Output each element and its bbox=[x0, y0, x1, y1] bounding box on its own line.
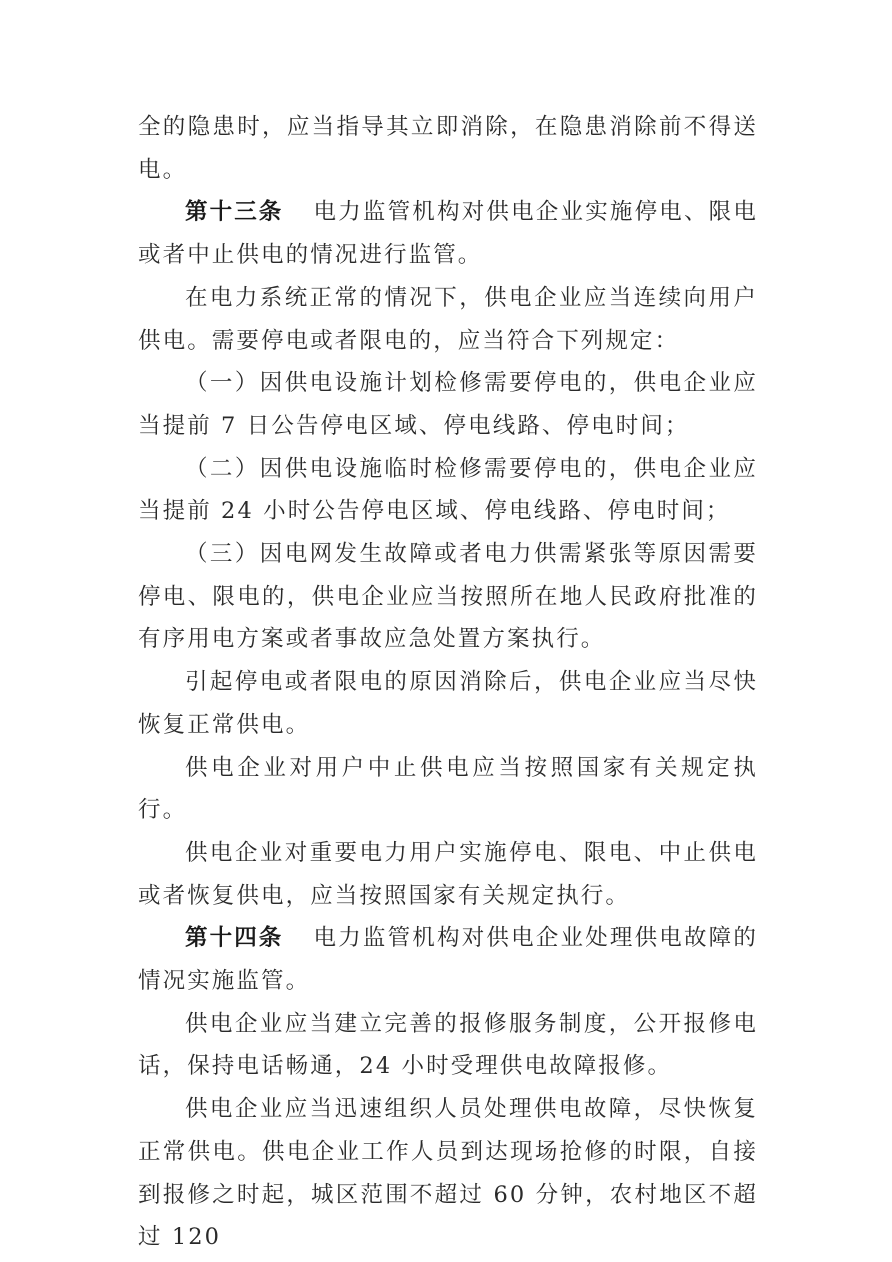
list-item-2 bbox=[138, 448, 758, 533]
paragraph bbox=[138, 277, 758, 362]
paragraph-text: 供电企业对重要电力用户实施停电、限电、中止供电或者恢复供电，应当按照国家有关规定执行。 bbox=[138, 839, 758, 909]
paragraph bbox=[138, 1003, 758, 1088]
article-number: 第十四条 bbox=[185, 925, 284, 952]
paragraph-text: 在电力系统正常的情况下，供电企业应当连续向用户供电。需要停电或者限电的，应当符合下列规定： bbox=[138, 284, 758, 354]
article-number: 第十三条 bbox=[185, 199, 284, 226]
list-item-3 bbox=[138, 533, 758, 661]
paragraph-text: （一）因供电设施计划检修需要停电的，供电企业应当提前 7 日公告停电区域、停电线路、停电时间； bbox=[138, 370, 758, 439]
list-item-1 bbox=[138, 362, 758, 447]
paragraph-text: 电力监管机构对供电企业实施停电、限电或者中止供电的情况进行监管。 bbox=[138, 199, 758, 269]
paragraph bbox=[138, 1088, 758, 1259]
paragraph-text: 全的隐患时，应当指导其立即消除，在隐患消除前不得送电。 bbox=[138, 114, 758, 183]
article-14-heading-paragraph bbox=[138, 917, 758, 1002]
paragraph-text: （三）因电网发生故障或者电力供需紧张等原因需要停电、限电的，供电企业应当按照所在地人民政府批准的有序用电方案或者事故应急处置方案执行。 bbox=[138, 541, 758, 653]
paragraph bbox=[138, 661, 758, 746]
paragraph-text: 引起停电或者限电的原因消除后，供电企业应当尽快恢复正常供电。 bbox=[138, 669, 758, 738]
paragraph bbox=[138, 832, 758, 917]
article-13-heading-paragraph bbox=[138, 191, 758, 276]
paragraph bbox=[138, 747, 758, 832]
paragraph-text: 供电企业对用户中止供电应当按照国家有关规定执行。 bbox=[138, 754, 758, 824]
paragraph-text: 供电企业应当迅速组织人员处理供电故障，尽快恢复正常供电。供电企业工作人员到达现场抢修的时限，自接到报修之时起，城区范围不超过 60 分钟，农村地区不超过 120 bbox=[138, 1096, 758, 1251]
paragraph-text: 电力监管机构对供电企业处理供电故障的情况实施监管。 bbox=[138, 925, 758, 995]
paragraph-text: （二）因供电设施临时检修需要停电的，供电企业应当提前 24 小时公告停电区域、停电线路、停电时间； bbox=[138, 455, 758, 525]
paragraph-text: 供电企业应当建立完善的报修服务制度，公开报修电话，保持电话畅通，24 小时受理供电故障报修。 bbox=[138, 1010, 758, 1080]
paragraph-continuation bbox=[138, 106, 758, 191]
document-body bbox=[138, 106, 758, 1259]
